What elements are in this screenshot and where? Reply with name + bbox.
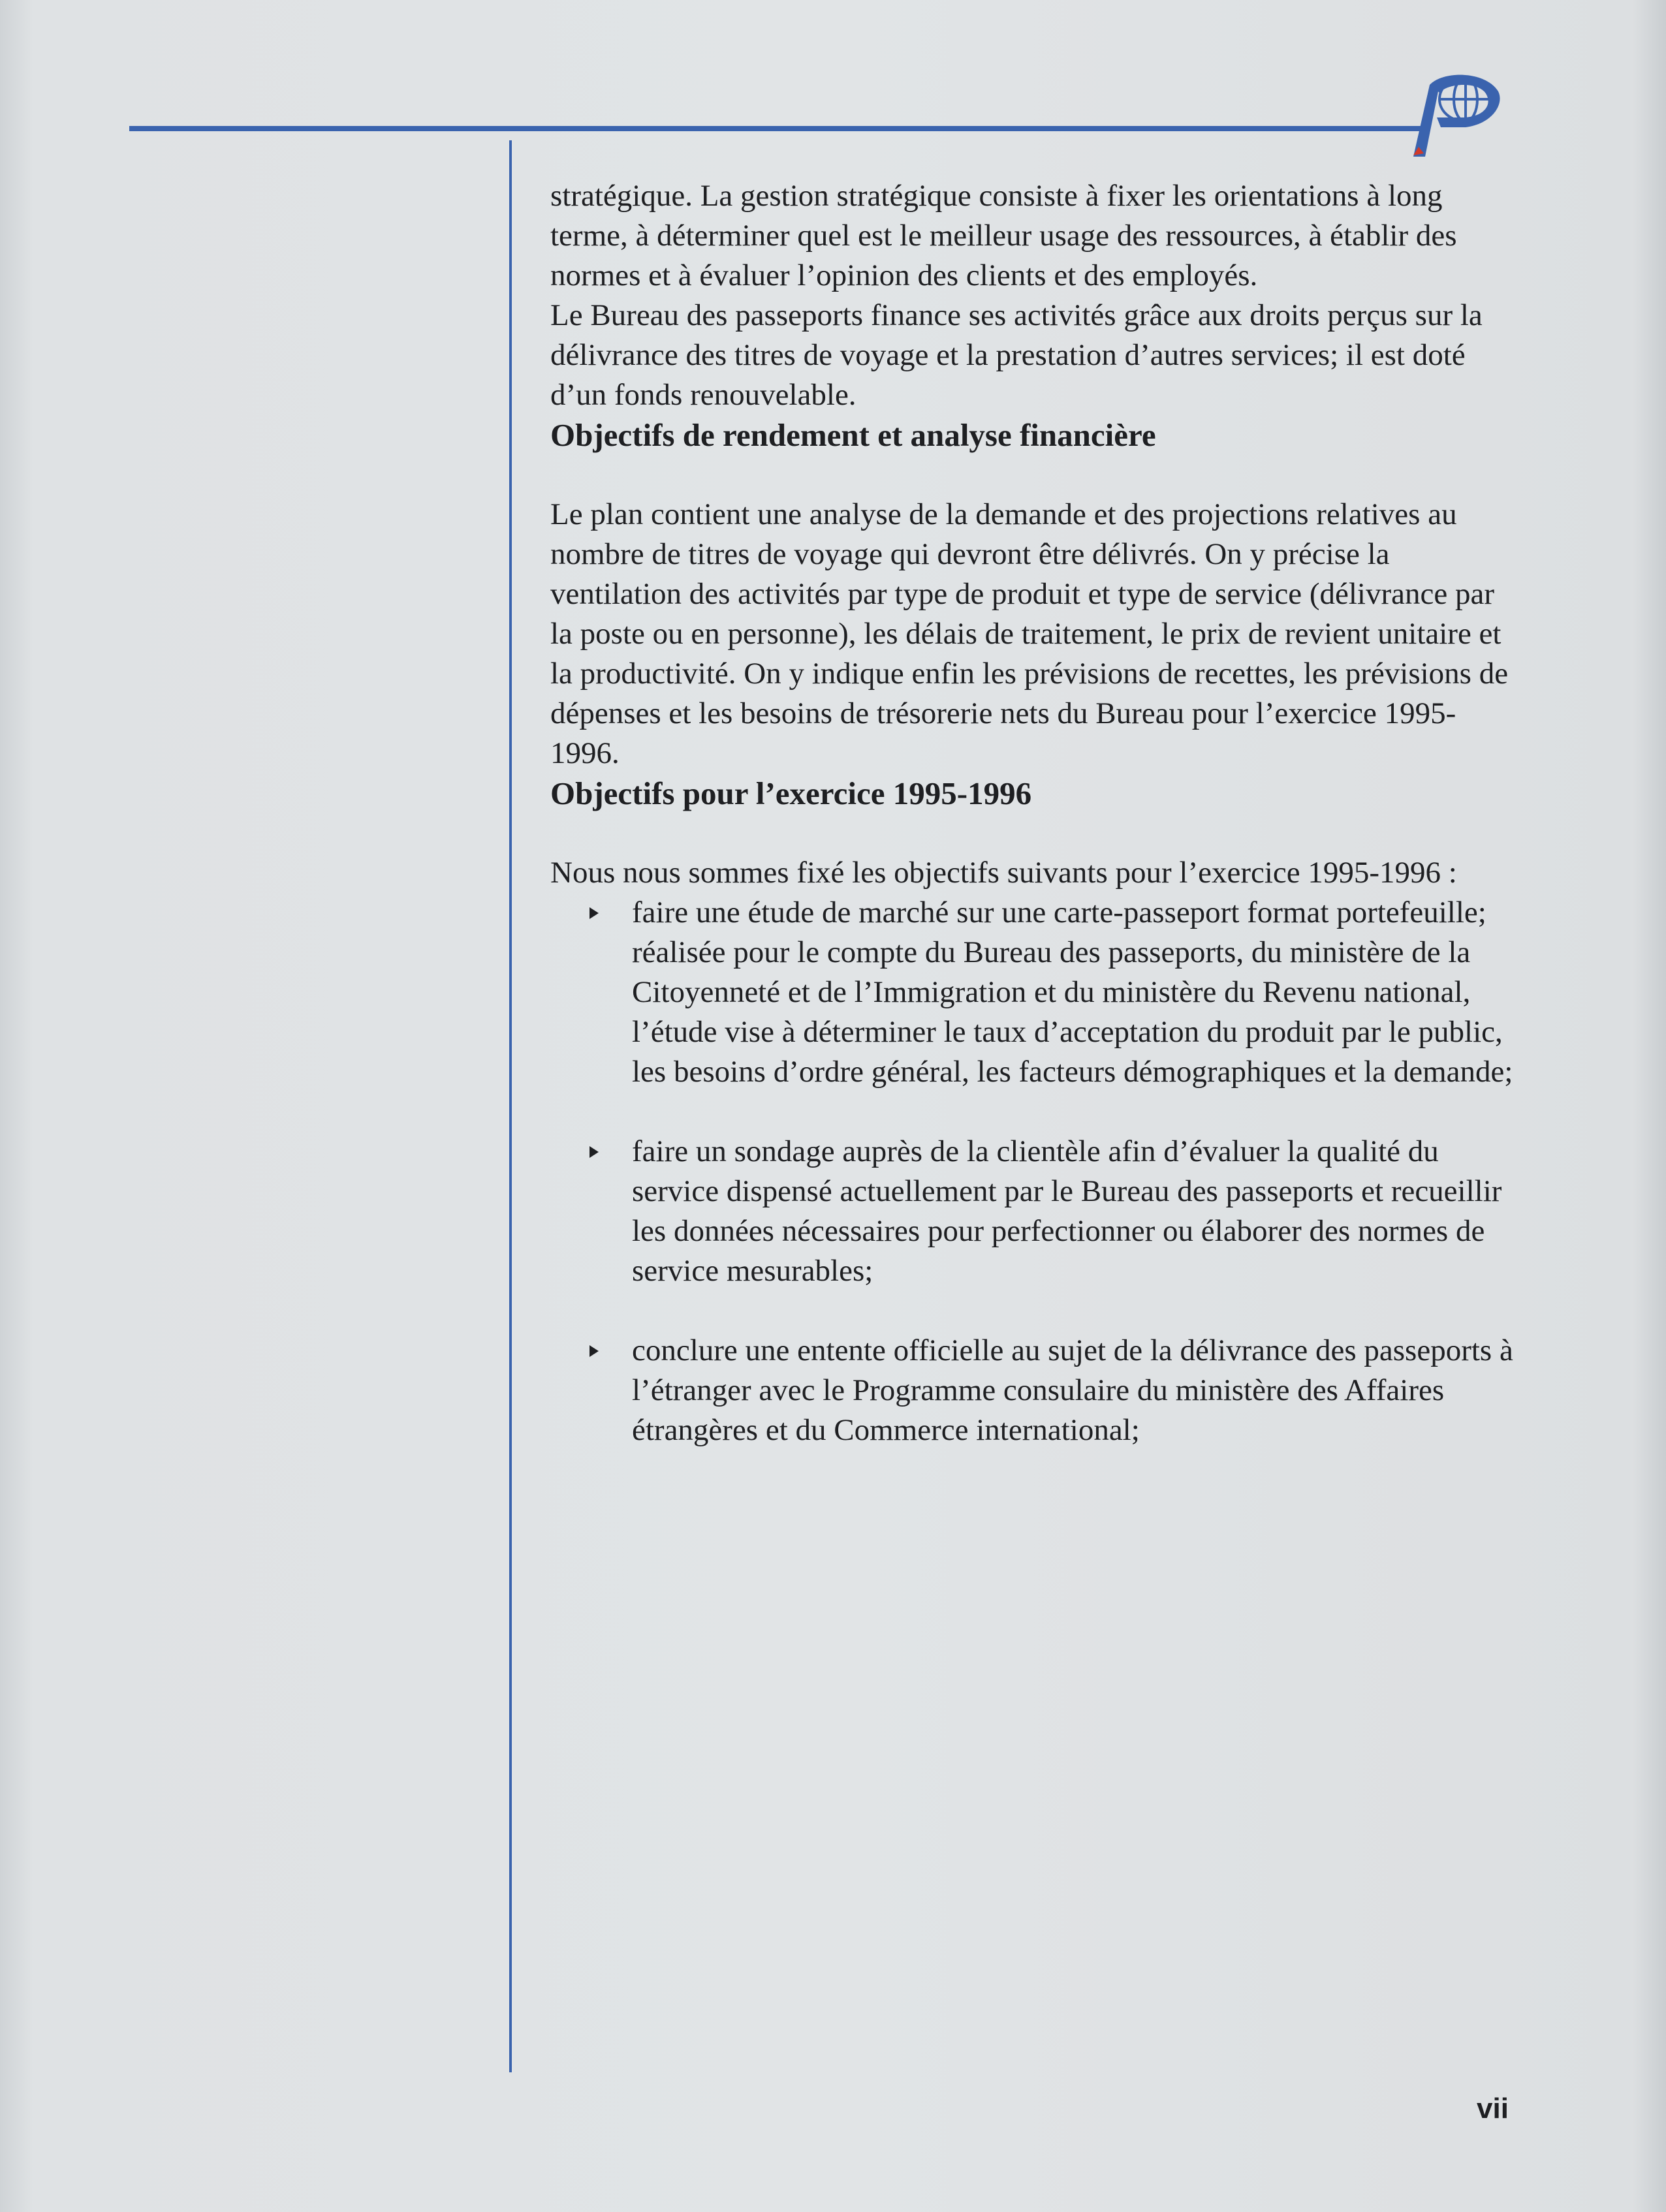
list-item bbox=[550, 1331, 1517, 1450]
list-item-text: conclure une entente officielle au sujet de la délivrance des passeports à l’étranger avec le Programme consulaire du ministère des Affaires étrangères et du Commerce international; bbox=[632, 1333, 1513, 1447]
main-content bbox=[550, 176, 1517, 1490]
list-item-text: faire un sondage auprès de la clientèle afin d’évaluer la qualité du service dispensé actuellement par le Bureau des passeports et recueillir les données nécessaires pour perfectionner ou élaborer des normes de service mesurables; bbox=[632, 1134, 1502, 1288]
page-number: vii bbox=[1477, 2093, 1509, 2125]
objectives-list bbox=[550, 893, 1517, 1450]
passport-logo-icon bbox=[1394, 59, 1511, 163]
paragraph-strategic-management: stratégique. La gestion stratégique consiste à fixer les orientations à long terme, à déterminer quel est le meilleur usage des ressources, à établir des normes et à évaluer l’opinion des clients et des employés. bbox=[550, 179, 1457, 292]
heading-performance-objectives: Objectifs de rendement et analyse financière bbox=[550, 417, 1156, 453]
paragraph-objectives-intro: Nous nous sommes fixé les objectifs suivants pour l’exercice 1995-1996 : bbox=[550, 856, 1457, 890]
list-item-text: faire une étude de marché sur une carte-passeport format portefeuille; réalisée pour le compte du Bureau des passeports, du ministère de la Citoyenneté et de l’Immigration et du ministère du Revenu national, l’étude vise à déterminer le taux d’acceptation du produit par le public, les besoins d’ordre général, les facteurs démographiques et la demande; bbox=[632, 896, 1513, 1089]
paragraph-plan-analysis: Le plan contient une analyse de la demande et des projections relatives au nombre de titres de voyage qui devront être délivrés. On y précise la ventilation des activités par type de produit et type de service (délivrance par la poste ou en personne), les délais de traitement, le prix de revient unitaire et la productivité. On y indique enfin les prévisions de recettes, les prévisions de dépenses et les besoins de trésorerie nets du Bureau pour l’exercice 1995-1996. bbox=[550, 497, 1509, 770]
header-rule bbox=[129, 126, 1428, 131]
triangle-bullet-icon bbox=[589, 907, 599, 919]
list-item bbox=[550, 893, 1517, 1092]
triangle-bullet-icon bbox=[589, 1146, 599, 1158]
list-item bbox=[550, 1132, 1517, 1291]
column-rule bbox=[509, 140, 512, 2072]
heading-fiscal-objectives: Objectifs pour l’exercice 1995-1996 bbox=[550, 775, 1032, 811]
triangle-bullet-icon bbox=[589, 1345, 599, 1357]
paragraph-funding: Le Bureau des passeports finance ses activités grâce aux droits perçus sur la délivrance des titres de voyage et la prestation d’autres services; il est doté d’un fonds renouvelable. bbox=[550, 298, 1483, 412]
